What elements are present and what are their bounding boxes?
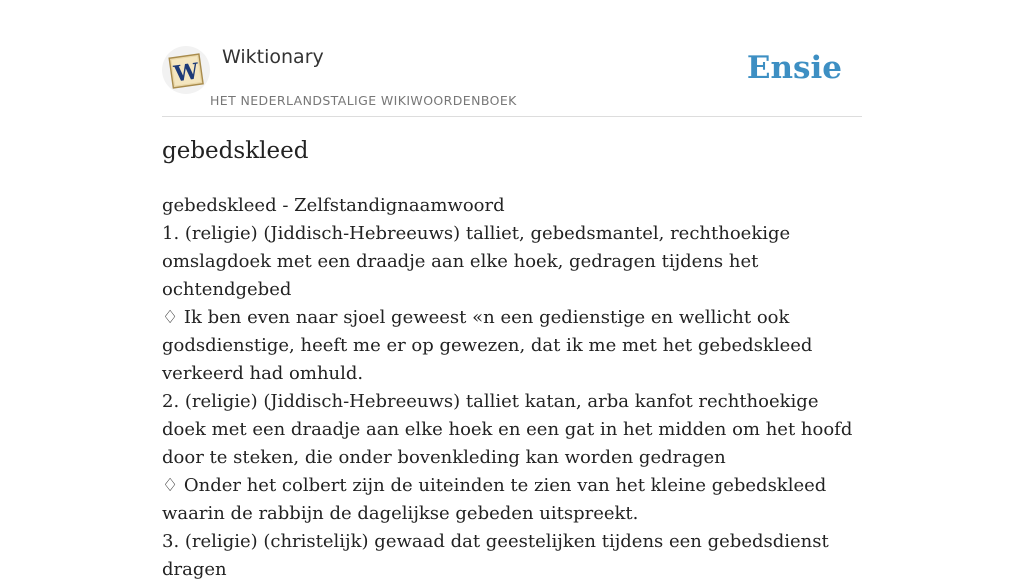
definition-heading: gebedskleed - Zelfstandignaamwoord [162, 195, 505, 216]
definition-1: 1. (religie) (Jiddisch-Hebreeuws) talliet, gebedsmantel, rechthoekige omslagdoek met een draadje aan elke hoek, gedragen tijdens het ochtendgebed [162, 223, 791, 300]
wiktionary-logo-icon[interactable] [162, 46, 210, 94]
site-header [162, 40, 862, 117]
site-tagline: HET NEDERLANDSTALIGE WIKIWOORDENBOEK [210, 93, 517, 108]
logo-letter: W [172, 58, 201, 88]
definition-3: 3. (religie) (christelijk) gewaad dat geestelijken tijdens een gebedsdienst dragen [162, 531, 829, 580]
page-title: gebedskleed [162, 138, 309, 164]
example-2: ♢ Onder het colbert zijn de uiteinden te zien van het kleine gebedskleed waarin de rabbijn de dagelijkse gebeden uitspreekt. [162, 475, 827, 524]
definition-2: 2. (religie) (Jiddisch-Hebreeuws) talliet katan, arba kanfot rechthoekige doek met een draadje aan elke hoek en een gat in het midden om het hoofd door te steken, die onder bovenkleding kan worden gedragen [162, 391, 853, 468]
ensie-brand-logo[interactable]: Ensie [746, 50, 842, 86]
definition-content [162, 192, 867, 584]
site-name[interactable]: Wiktionary [222, 46, 324, 68]
example-1: ♢ Ik ben even naar sjoel geweest «n een gedienstige en wellicht ook godsdienstige, heeft me er op gewezen, dat ik me met het gebedskleed verkeerd had omhuld. [162, 307, 813, 384]
